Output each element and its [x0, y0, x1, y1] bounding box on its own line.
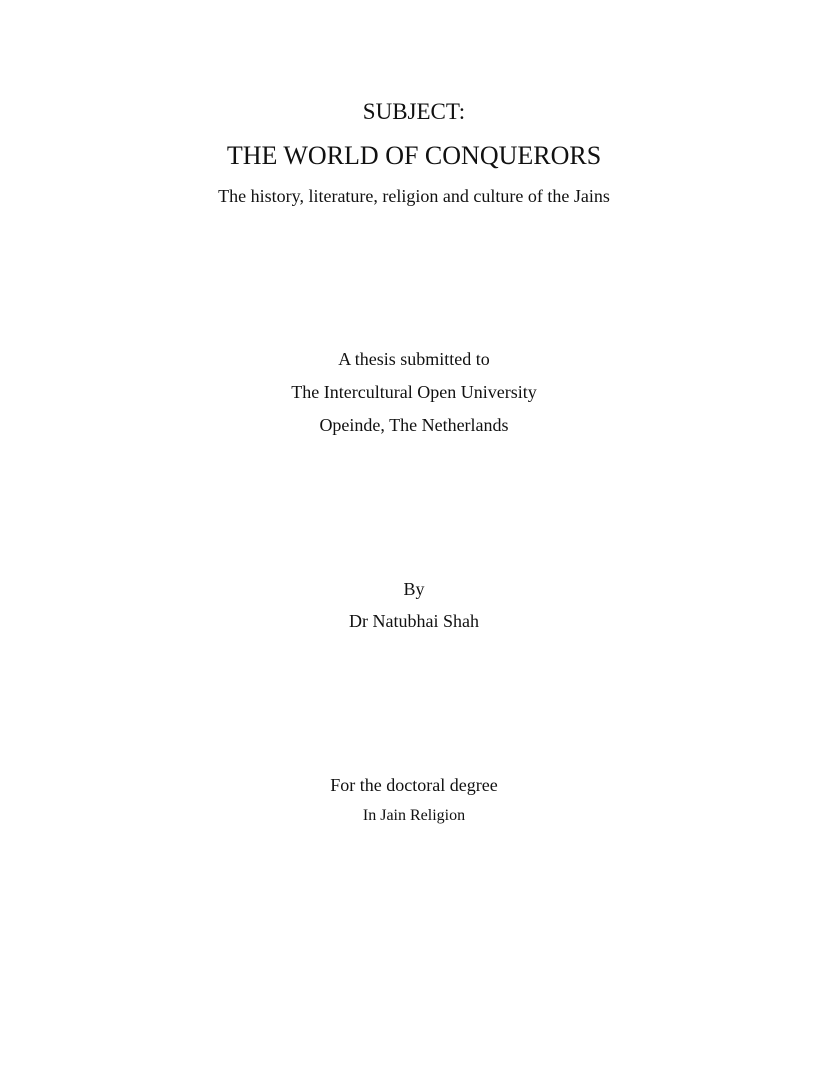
thesis-title: THE WORLD OF CONQUERORS [226, 141, 602, 170]
thesis-subtitle: The history, literature, religion and culture of the Jains [218, 186, 610, 206]
institution-name: The Intercultural Open University [291, 382, 537, 402]
subject-label: SUBJECT: [362, 99, 466, 124]
degree-field: In Jain Religion [362, 807, 466, 824]
by-label: By [403, 579, 425, 599]
submission-statement: A thesis submitted to [338, 349, 490, 369]
author-name: Dr Natubhai Shah [349, 611, 479, 631]
degree-statement: For the doctoral degree [330, 775, 498, 795]
institution-location: Opeinde, The Netherlands [319, 415, 509, 435]
